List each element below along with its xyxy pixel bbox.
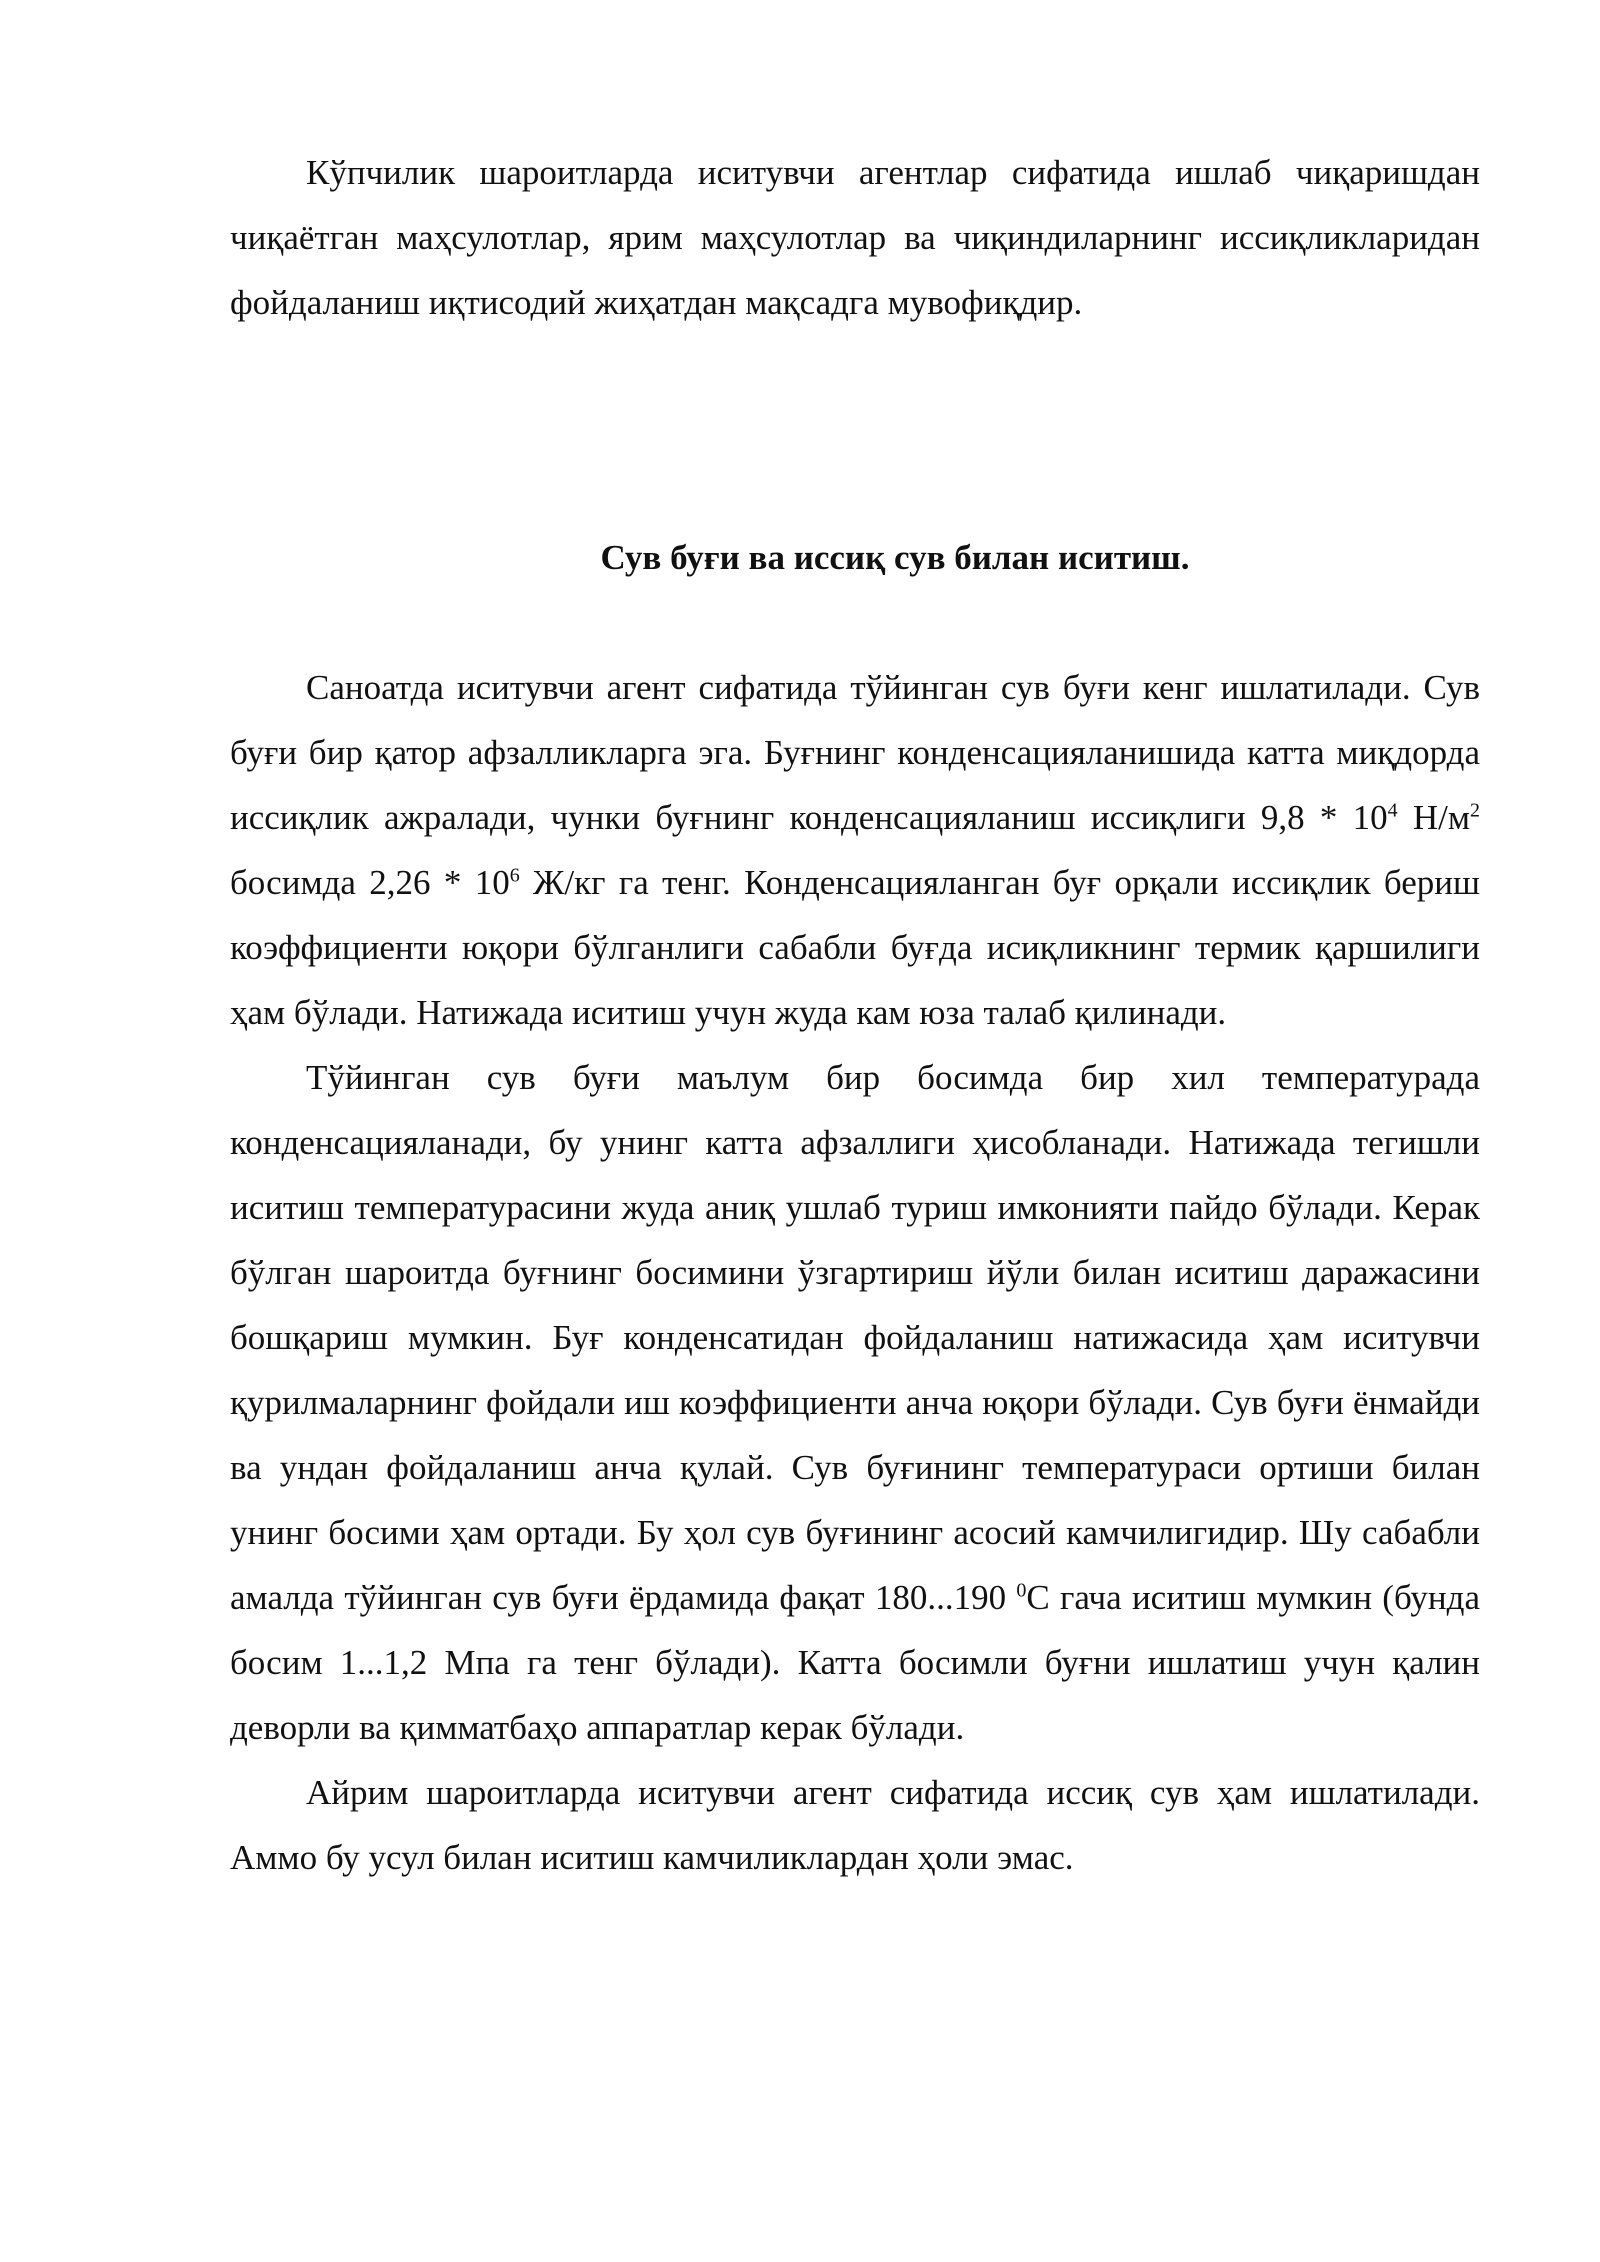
spacer (230, 590, 1480, 655)
section-heading: Сув буғи ва иссиқ сув билан иситиш. (600, 538, 1190, 577)
document-page (230, 140, 1480, 1890)
intro-paragraph: Кўпчилик шароитларда иситувчи агентлар сифатида ишлаб чиқаришдан чиқаётган маҳсулотлар, ярим маҳсулотлар ва чиқиндиларнинг иссиқликларидан фойдаланиш иқтисодий жиҳатдан мақсадга мувофиқдир. (230, 153, 1480, 322)
superscript: 0 (1016, 1579, 1027, 1602)
text-run: Н/м (1397, 798, 1470, 837)
text-run: Саноатда иситувчи агент сифатида тўйинган сув буғи кенг ишлатилади. Сув буғи бир қатор афзалликларга эга. Буғнинг конденсацияланишида катта миқдорда иссиқлик ажралади, чунки буғнинг конденсацияланиш иссиқлиги 9,8 * 10 (230, 668, 1480, 837)
spacer (230, 335, 1480, 525)
paragraph-saturated-steam (230, 1045, 1480, 1760)
text-run: Тўйинган сув буғи маълум бир босимда бир хил температурада конденсацияланади, бу унинг катта афзаллиги ҳисобланади. Натижада тегишли иситиш температурасини жуда аниқ ушлаб туриш имконияти пайдо бўлади. Керак бўлган шароитда буғнинг босимини ўзгартириш йўли билан иситиш даражасини бошқариш мумкин. Буғ конденсатидан фойдаланиш натижасида ҳам иситувчи қурилмаларнинг фойдали иш коэффициенти анча юқори бўлади. Сув буғи ёнмайди ва ундан фойдаланиш анча қулай. Сув буғининг температураси ортиши билан унинг босими ҳам ортади. Бу ҳол сув буғининг асосий камчилигидир. Шу сабабли амалда тўйинган сув буғи ёрдамида фақат 180...190 (230, 1058, 1480, 1617)
superscript: 6 (509, 864, 520, 887)
superscript: 4 (1387, 799, 1398, 822)
paragraph-steam-advantages (230, 655, 1480, 1045)
text-run: С гача иситиш мумкин (бунда босим 1...1,2 Мпа га тенг бўлади). Катта босимли буғни ишлатиш учун қалин деворли ва қимматбаҳо аппаратлар керак бўлади. (230, 1578, 1481, 1747)
superscript: 2 (1470, 799, 1480, 822)
text-run: босимда 2,26 * 10 (230, 863, 510, 902)
text-run: Ж/кг га тенг. Конденсацияланган буғ орқали иссиқлик бериш коэффициенти юқори бўлганлиги сабабли буғда исиқликнинг термик қаршилиги ҳам бўлади. Натижада иситиш учун жуда кам юза талаб қилинади. (230, 863, 1480, 1032)
paragraph-hot-water: Айрим шароитларда иситувчи агент сифатида иссиқ сув ҳам ишлатилади. Аммо бу усул билан иситиш камчиликлардан ҳоли эмас. (230, 1773, 1480, 1877)
